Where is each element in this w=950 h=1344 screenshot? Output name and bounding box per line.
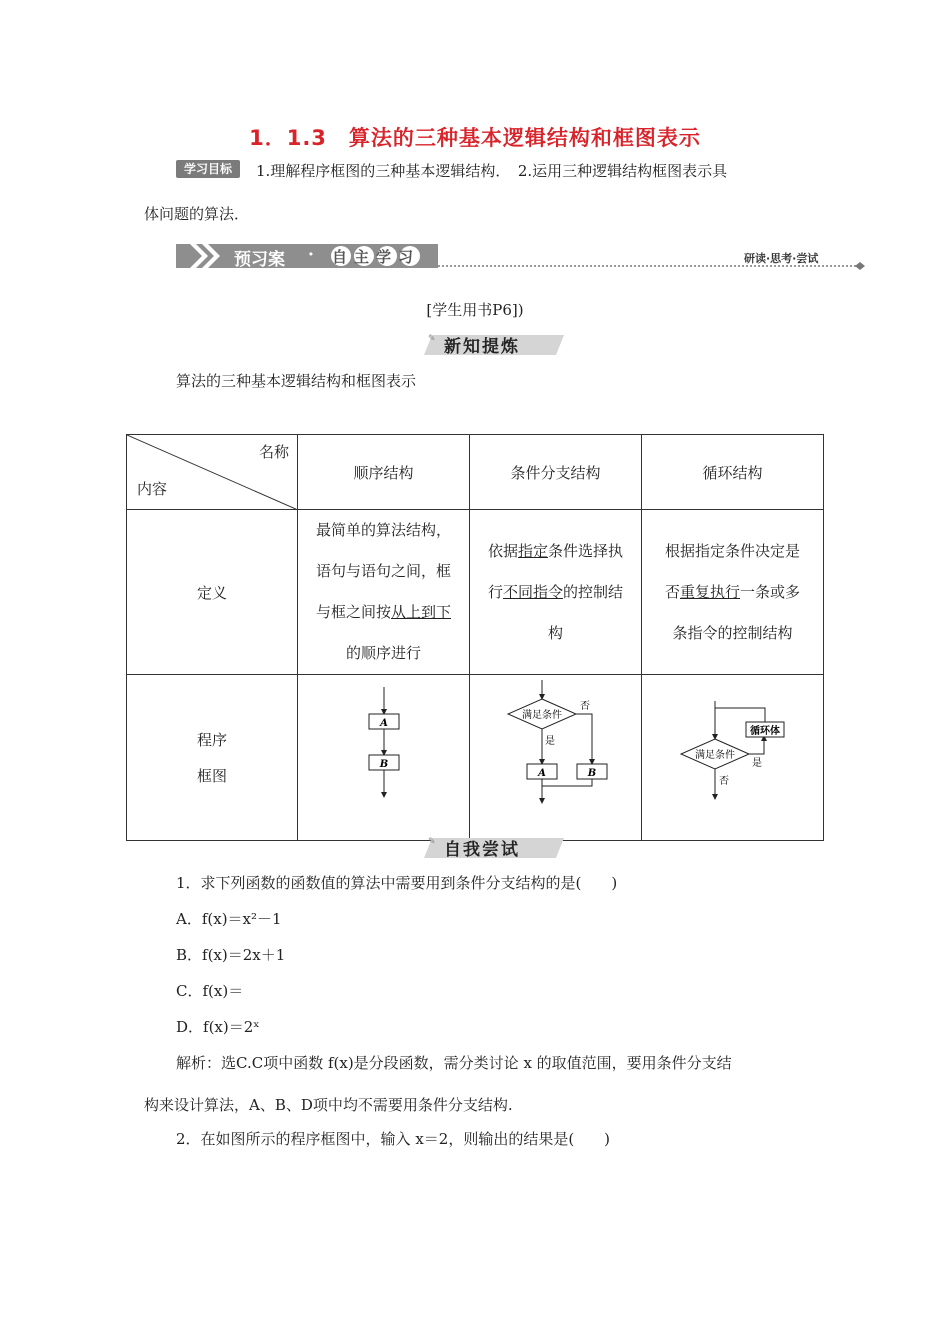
row-label-line: 框图 bbox=[196, 766, 227, 785]
cond-def-text: 的控制结 bbox=[563, 582, 624, 601]
section-heading-new-knowledge bbox=[424, 331, 564, 355]
loop-def-underlined: 重复执行 bbox=[679, 582, 740, 601]
cond-def-underlined: 指定 bbox=[517, 541, 548, 560]
seq-def-line: 语句与语句之间，框 bbox=[315, 562, 451, 580]
cond-def-text: 条件选择执 bbox=[548, 541, 624, 560]
objectives-line-2: 体问题的算法． bbox=[144, 205, 250, 223]
row-label-flowchart bbox=[127, 675, 298, 841]
loop-diamond-label: 满足条件 bbox=[695, 750, 735, 761]
objectives-line-1: 1.理解程序框图的三种基本逻辑结构． 2.运用三种逻辑结构框图表示具 bbox=[256, 162, 728, 180]
cond-yes-label: 是 bbox=[545, 736, 555, 747]
q1-option-c: C．f(x)＝ bbox=[176, 982, 244, 1000]
page-title: 1．1.3 算法的三种基本逻辑结构和框图表示 bbox=[249, 126, 701, 150]
conditional-flowchart bbox=[470, 675, 641, 836]
seq-def-line: 的顺序进行 bbox=[345, 644, 421, 662]
corner-top-label: 名称 bbox=[258, 443, 289, 461]
cond-def-text: 行 bbox=[487, 582, 503, 601]
cond-def-underlined: 不同指令 bbox=[502, 582, 563, 601]
cond-def-text: 依据 bbox=[487, 541, 518, 560]
book-reference: [学生用书P6]) bbox=[426, 301, 524, 319]
q1-stem: 1．求下列函数的函数值的算法中需要用到条件分支结构的是( ) bbox=[176, 874, 618, 892]
cond-box-b: B bbox=[587, 768, 597, 779]
loop-def-line: 根据指定条件决定是 bbox=[664, 541, 800, 560]
banner-tag: 研读·思考·尝试 bbox=[744, 252, 819, 265]
q1-analysis-line-1: 解析：选C.C项中函数 f(x)是分段函数，需分类讨论 x 的取值范围，要用条件分支结 bbox=[176, 1054, 732, 1072]
q1-analysis-line-2: 构来设计算法，A、B、D项中均不需要用条件分支结构. bbox=[144, 1096, 513, 1114]
seq-def-line bbox=[298, 592, 469, 633]
row-label-line: 程序 bbox=[196, 730, 227, 749]
col-header-loop: 循环结构 bbox=[642, 435, 824, 510]
seq-def-line: 最简单的算法结构， bbox=[315, 521, 451, 539]
preview-banner bbox=[176, 241, 866, 271]
table-corner-cell bbox=[127, 435, 298, 510]
banner-left-label: 预习案 bbox=[234, 250, 285, 270]
loop-def-line bbox=[642, 572, 823, 613]
cond-def-line bbox=[470, 531, 641, 572]
cond-no-label: 否 bbox=[580, 701, 590, 712]
loop-flowchart bbox=[642, 675, 823, 836]
seq-box-a: A bbox=[380, 718, 388, 729]
cond-def-line: 构 bbox=[547, 623, 563, 642]
loop-def-text: 否 bbox=[664, 582, 680, 601]
banner-right-label: 自主学习 bbox=[332, 248, 421, 266]
cond-def-line bbox=[470, 572, 641, 613]
loop-flowchart-cell bbox=[642, 675, 824, 841]
q1-option-b: B．f(x)＝2x＋1 bbox=[176, 946, 286, 964]
sequence-flowchart-cell bbox=[298, 675, 470, 841]
intro-text: 算法的三种基本逻辑结构和框图表示 bbox=[176, 372, 417, 390]
sequence-definition bbox=[298, 510, 470, 675]
q1-option-a: A．f(x)＝x²－1 bbox=[176, 910, 282, 928]
loop-body-box: 循环体 bbox=[750, 726, 780, 737]
section-heading-text: 自我尝试 bbox=[444, 840, 520, 860]
objectives-badge: 学习目标 bbox=[176, 160, 240, 178]
structures-table bbox=[126, 434, 824, 841]
corner-bottom-label: 内容 bbox=[137, 480, 168, 498]
loop-no-label: 否 bbox=[719, 776, 729, 787]
section-heading-text: 新知提炼 bbox=[444, 337, 520, 357]
conditional-definition bbox=[470, 510, 642, 675]
loop-def-text: 一条或多 bbox=[740, 582, 801, 601]
loop-def-line: 条指令的控制结构 bbox=[672, 623, 793, 642]
col-header-conditional: 条件分支结构 bbox=[470, 435, 642, 510]
svg-text:✎: ✎ bbox=[428, 837, 436, 847]
svg-text:✎: ✎ bbox=[428, 334, 436, 344]
seq-box-b: B bbox=[379, 759, 389, 770]
loop-definition bbox=[642, 510, 824, 675]
seq-def-text: 与框之间按 bbox=[315, 603, 391, 621]
banner-dot: · bbox=[308, 245, 314, 265]
q1-option-d: D．f(x)＝2ˣ bbox=[176, 1018, 260, 1036]
cond-box-a: A bbox=[538, 768, 546, 779]
cond-diamond-label: 满足条件 bbox=[522, 710, 562, 721]
conditional-flowchart-cell bbox=[470, 675, 642, 841]
q2-stem: 2．在如图所示的程序框图中，输入 x＝2，则输出的结果是( ) bbox=[176, 1130, 611, 1148]
row-label-definition: 定义 bbox=[127, 510, 298, 675]
col-header-sequence: 顺序结构 bbox=[298, 435, 470, 510]
loop-yes-label: 是 bbox=[752, 758, 762, 769]
section-heading-self-test bbox=[424, 834, 564, 858]
sequence-flowchart bbox=[298, 675, 469, 836]
seq-def-underlined: 从上到下 bbox=[391, 603, 452, 621]
